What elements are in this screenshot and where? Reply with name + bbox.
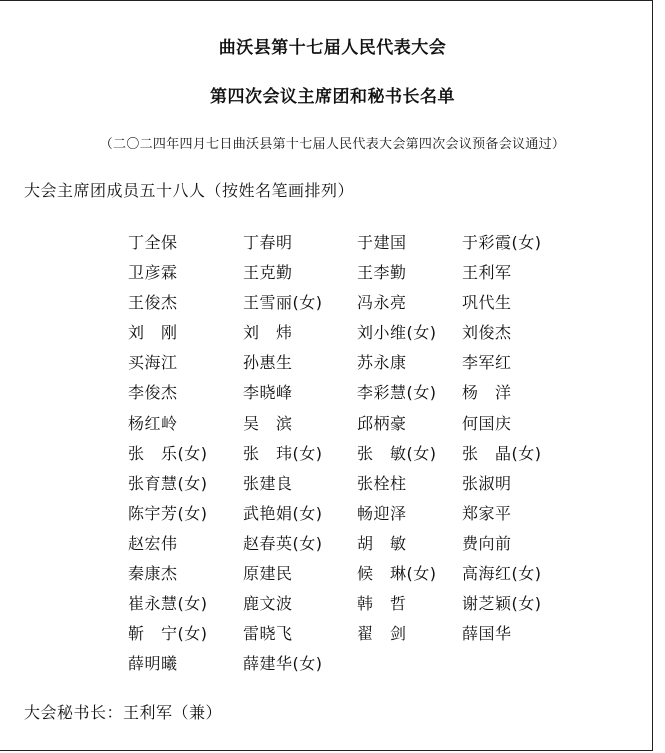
- presidium-member-name: 陈宇芳(女): [128, 503, 208, 523]
- presidium-member-name: 张建良: [243, 473, 293, 493]
- presidium-member-name: 于建国: [357, 233, 407, 252]
- presidium-member-name: 李军红: [462, 353, 512, 373]
- presidium-member-name: 靳 宁(女): [128, 624, 208, 644]
- presidium-member-name: 王雪丽(女): [243, 293, 323, 313]
- presidium-member-name: 买海江: [128, 353, 178, 373]
- presidium-member-name: 薛明曦: [128, 654, 178, 674]
- presidium-member-name: 雷晓飞: [243, 624, 293, 644]
- presidium-member-name: 秦康杰: [128, 564, 178, 584]
- presidium-member-name: 张 敏(女): [357, 443, 437, 463]
- presidium-member-name: 郑家平: [462, 503, 512, 523]
- presidium-member-name: 李彩慧(女): [357, 383, 437, 403]
- presidium-member-name: 张栓柱: [357, 473, 407, 493]
- presidium-member-name: 丁春明: [243, 233, 293, 252]
- presidium-member-name: 吴 滨: [243, 413, 293, 433]
- presidium-member-name: 张淑明: [462, 473, 512, 493]
- presidium-member-name: 赵宏伟: [128, 533, 178, 553]
- presidium-member-name: 张 玮(女): [243, 443, 323, 463]
- presidium-member-name: 冯永亮: [357, 293, 407, 313]
- presidium-member-name: 薛国华: [462, 624, 512, 644]
- presidium-member-name: 邱柄豪: [357, 413, 407, 433]
- presidium-member-name: 鹿文波: [243, 594, 293, 614]
- presidium-member-name: 杨 洋: [462, 383, 512, 403]
- presidium-member-name: 杨红岭: [128, 413, 178, 433]
- presidium-member-name: 刘小维(女): [357, 323, 437, 343]
- presidium-member-name: 候 琳(女): [357, 564, 437, 584]
- presidium-member-name: 胡 敏: [357, 533, 407, 553]
- presidium-name-list: [128, 232, 588, 683]
- presidium-member-name: 薛建华(女): [243, 654, 323, 674]
- presidium-member-name: 苏永康: [357, 353, 407, 373]
- presidium-member-name: 畅迎泽: [357, 503, 407, 523]
- presidium-member-name: 何国庆: [462, 413, 512, 433]
- secretary-general-line: 大会秘书长：王利军（兼）: [24, 703, 223, 722]
- presidium-member-name: 张 乐(女): [128, 443, 208, 463]
- presidium-member-name: 王克勤: [243, 263, 293, 283]
- presidium-member-name: 崔永慧(女): [128, 594, 208, 614]
- presidium-member-name: 王俊杰: [128, 293, 178, 313]
- presidium-member-name: 高海红(女): [462, 564, 542, 584]
- presidium-member-name: 王利军: [462, 263, 512, 283]
- approval-note: （二〇二四年四月七日曲沃县第十七届人民代表大会第四次会议预备会议通过）: [99, 137, 566, 152]
- presidium-member-name: 卫彦霖: [128, 263, 178, 283]
- presidium-member-name: 原建民: [243, 564, 293, 584]
- presidium-member-name: 刘俊杰: [462, 323, 512, 343]
- presidium-member-name: 赵春英(女): [243, 533, 323, 553]
- presidium-member-name: 王李勤: [357, 263, 407, 283]
- presidium-member-name: 张育慧(女): [128, 473, 208, 493]
- document-title: 曲沃县第十七届人民代表大会: [218, 38, 447, 58]
- presidium-member-name: 张 晶(女): [462, 443, 542, 463]
- presidium-member-name: 刘 刚: [128, 323, 178, 343]
- presidium-member-name: 巩代生: [462, 293, 512, 313]
- presidium-member-name: 武艳娟(女): [243, 503, 323, 523]
- document-subtitle-title: 第四次会议主席团和秘书长名单: [210, 87, 455, 107]
- presidium-member-name: 刘 炜: [243, 323, 293, 343]
- presidium-member-name: 丁全保: [128, 233, 178, 252]
- presidium-member-name: 费向前: [462, 533, 512, 553]
- presidium-member-name: 李俊杰: [128, 383, 178, 403]
- presidium-member-name: 谢芝颖(女): [462, 594, 542, 614]
- presidium-member-name: 翟 剑: [357, 624, 407, 644]
- presidium-member-name: 李晓峰: [243, 383, 293, 403]
- presidium-member-name: 韩 哲: [357, 594, 407, 614]
- presidium-member-name: 于彩霞(女): [462, 233, 542, 252]
- presidium-member-name: 孙惠生: [243, 353, 293, 373]
- presidium-label: 大会主席团成员五十八人（按姓名笔画排列）: [24, 181, 355, 200]
